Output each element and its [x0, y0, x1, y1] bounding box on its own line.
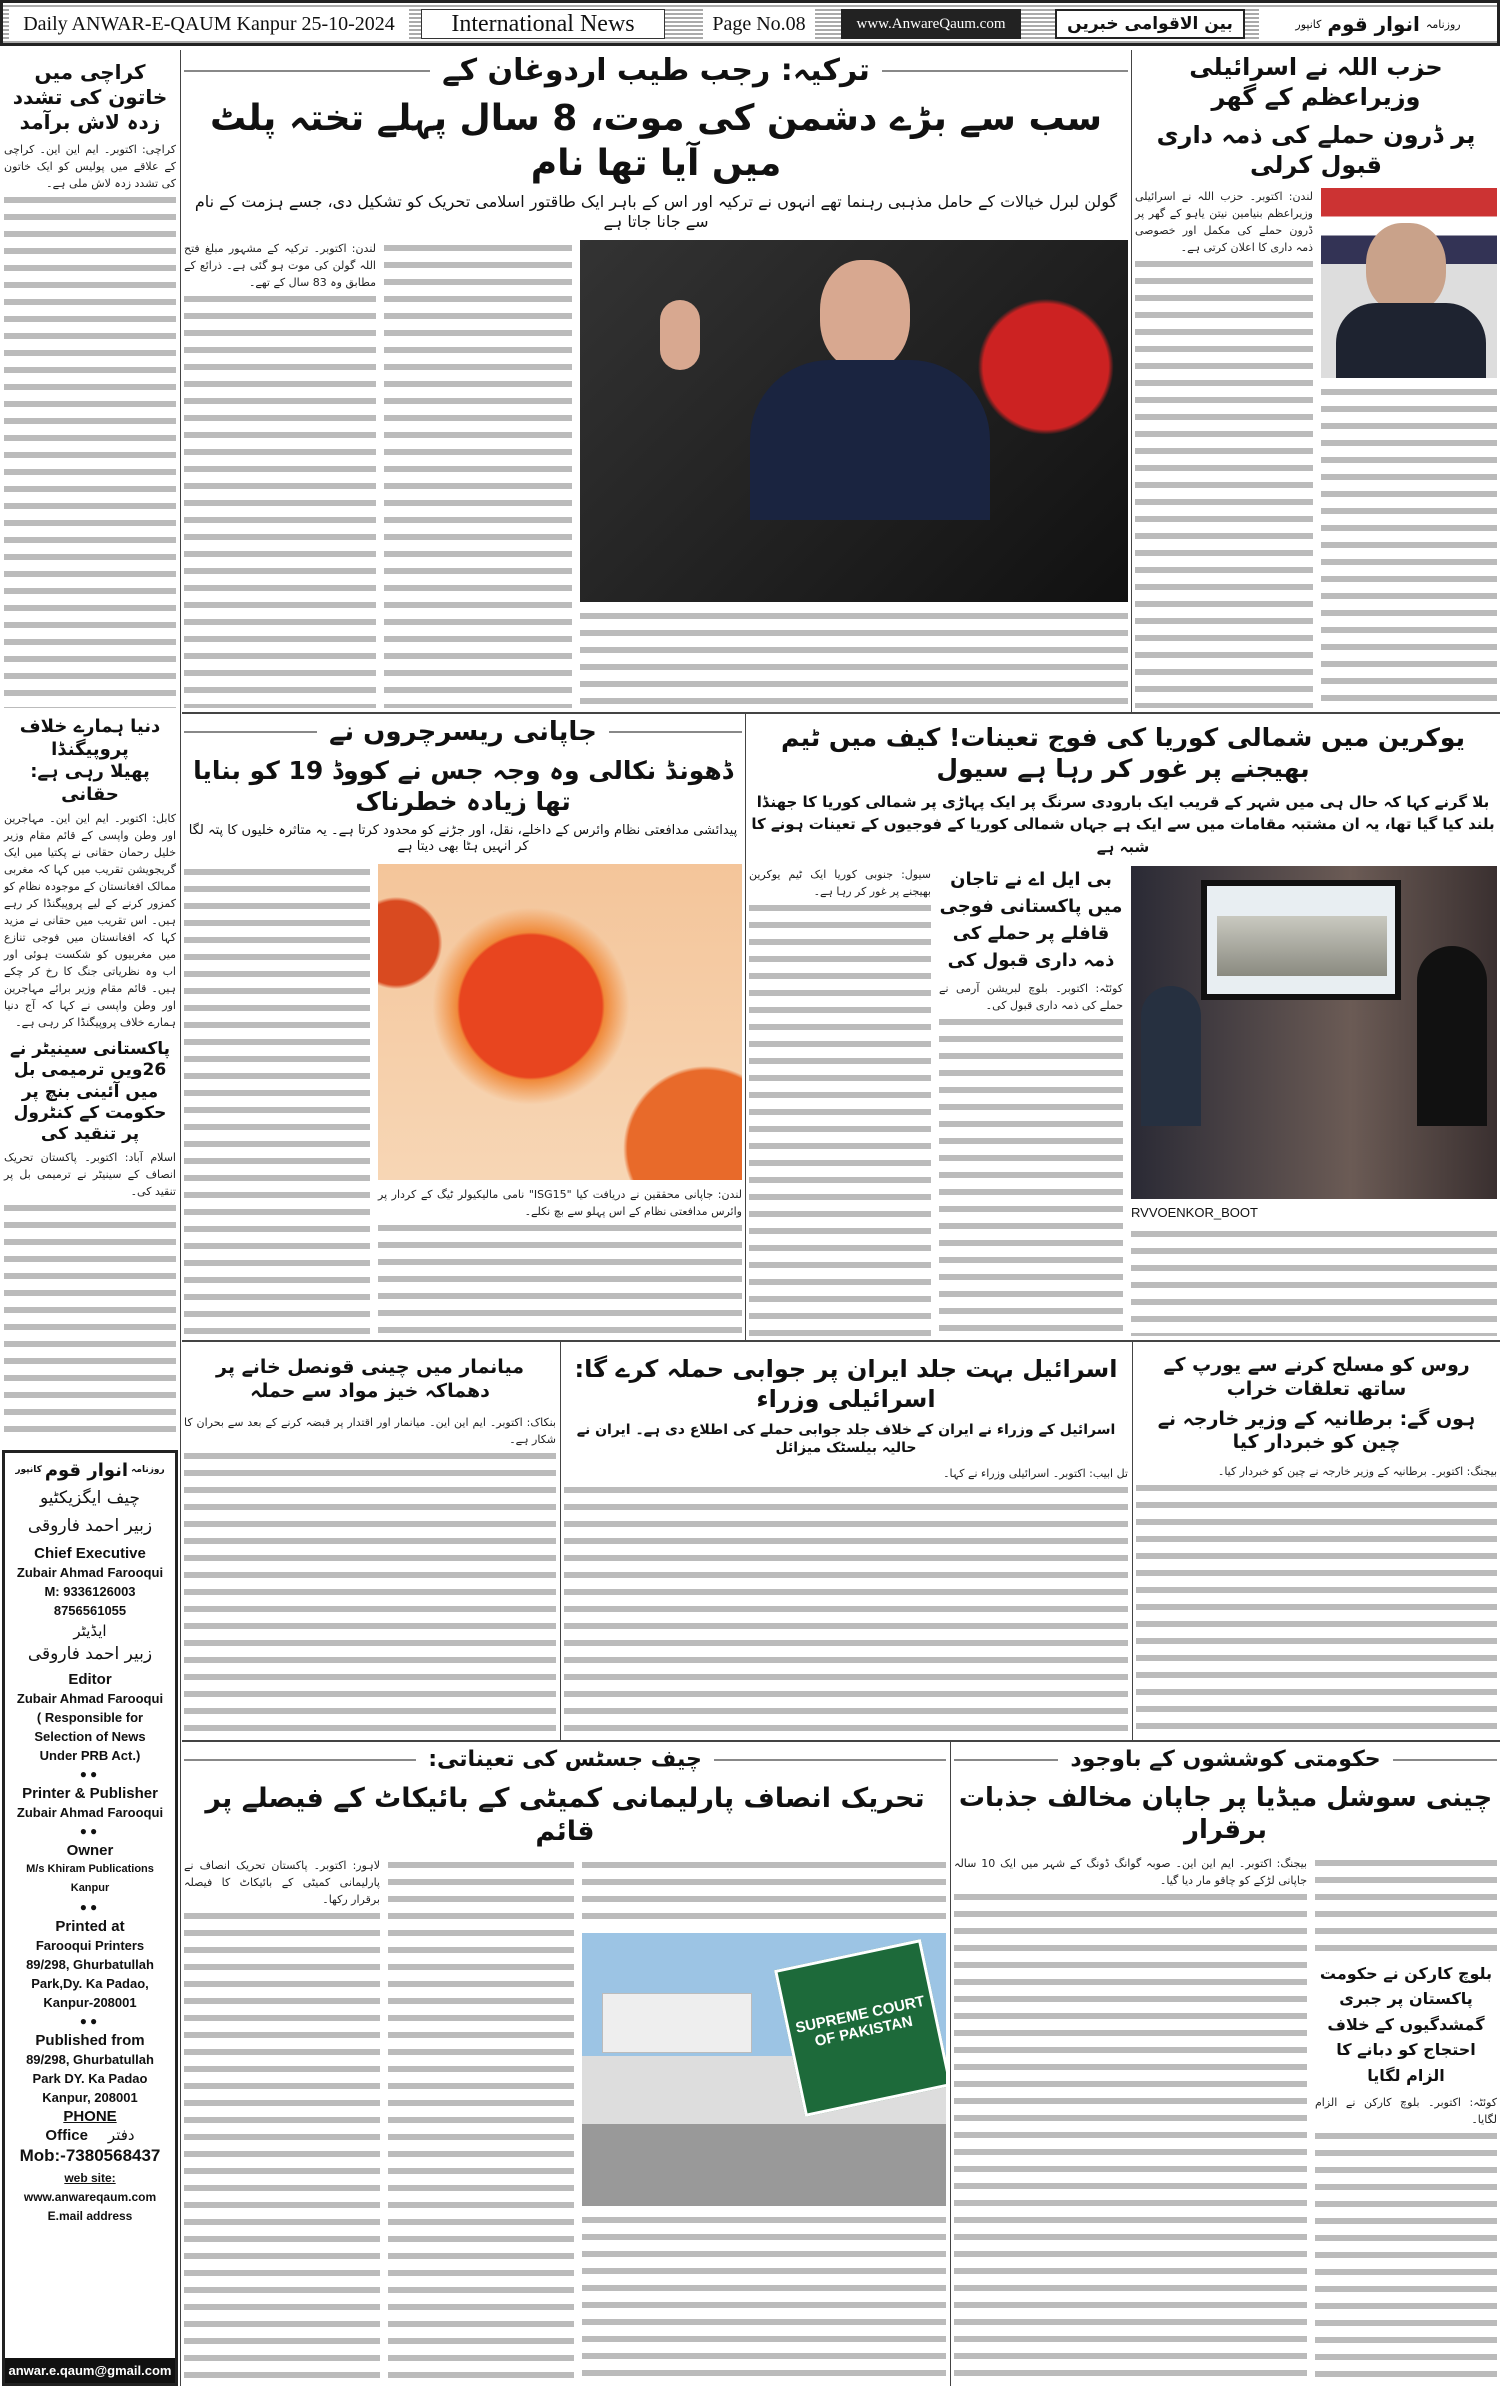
email-label: E.mail address	[47, 2209, 133, 2223]
section-divider	[182, 1340, 1500, 1342]
court-building	[602, 1993, 752, 2053]
section-title: International News	[421, 9, 665, 39]
face-shape	[820, 260, 910, 370]
photo-column	[1131, 866, 1497, 1336]
story-korea	[749, 716, 1497, 1336]
headline: چینی سوشل میڈیا پر جاپان مخالف جذبات برقرار	[958, 1782, 1493, 1845]
responsibility-note: ( Responsible for Selection of News Under PRB Act.)	[34, 1710, 146, 1763]
deck: اسرائیل کے وزراء نے ایران کے خلاف جلد جوابی حملے کی اطلاع دی ہے۔ ایران نے حالیہ بیلسٹک میزائل	[576, 1422, 1116, 1456]
netanyahu-photo	[1321, 188, 1497, 378]
article-body	[184, 1857, 380, 2382]
masthead	[1259, 9, 1497, 39]
story-israel	[564, 1346, 1128, 1736]
headline: تحریک انصاف پارلیمانی کمیٹی کے بائیکاٹ کے فیصلے پر قائم	[205, 1782, 925, 1848]
owner-label: Owner	[66, 1842, 114, 1859]
story-turkey	[184, 52, 1128, 708]
story-columns	[1135, 188, 1497, 708]
deck: بلا گرنے کہا کہ حال ہی میں شہر کے قریب ایک بارودی سرنگ پر ایک پہاڑی پر شمالی کوریا کا جھنڈا بلند کیا گیا تھا، یہ ان مشتبہ مقامات میں سے ایک ہے جہاں شمالی کوریا کے فوجیوں کے تعینات ہونے کا شبہ ہے	[751, 792, 1495, 856]
article-lead: سیول: جنوبی کوریا ایک ٹیم یوکرین بھیجنے پر غور کر رہا ہے۔	[749, 866, 931, 902]
person-shape	[1141, 986, 1201, 1126]
masthead-prefix: روزنامہ	[131, 1465, 165, 1475]
headline: پاکستانی سینیٹر نے 26ویں ترمیمی بل میں آئینی بنچ پر حکومت کے کنٹرول پر تنقید کی	[9, 1039, 171, 1144]
editor-name: Zubair Ahmad Farooqui	[16, 1691, 164, 1706]
article-lead: لندن: اکتوبر۔ حزب اللہ نے اسرائیلی وزیراعظم بنیامین نیتن یاہو کے گھر پر ڈرون حملے کی مکمل اور خصوصی ذمہ داری کا اعلان کرتی ہے۔	[1135, 188, 1313, 258]
imprint-box	[2, 1450, 178, 2386]
imprint-masthead	[5, 1461, 175, 1480]
photo-caption: RVVOENKOR_BOOT	[1131, 1205, 1258, 1220]
story-columns	[954, 1855, 1497, 2383]
name-urdu: زبیر احمد فاروقی	[27, 1644, 153, 1664]
article-body	[184, 1414, 556, 1737]
story-covid	[184, 716, 742, 1336]
story-haqqani	[4, 716, 176, 1438]
chief-executive-label: Chief Executive	[34, 1545, 146, 1562]
headline: پر ڈرون حملے کی ذمہ داری قبول کرلی	[1156, 121, 1476, 179]
article-lead: بیجنگ: اکتوبر۔ برطانیہ کے وزیر خارجہ نے چین کو خبردار کیا۔	[1136, 1463, 1497, 1482]
article-body	[580, 608, 1128, 708]
article-lead: کوئٹہ: اکتوبر۔ بلوچ لبریشن آرمی نے حملے کی ذمہ داری قبول کی۔	[939, 980, 1123, 1016]
office-label: Office	[45, 2127, 88, 2144]
printed-at-label: Printed at	[55, 1918, 125, 1935]
article-body	[954, 1855, 1307, 2383]
column-divider	[1132, 1342, 1133, 1740]
separator-dots: ●●	[79, 1824, 101, 1838]
publisher-address: 89/298, Ghurbatullah Park DY. Ka Padao Kanpur, 208001	[26, 2052, 154, 2105]
story-china	[954, 1746, 1497, 2382]
tv-image	[1217, 916, 1387, 976]
masthead-prefix: روزنامہ	[1425, 17, 1461, 31]
separator-dots: ●●	[79, 1900, 101, 1914]
story-karachi	[4, 60, 176, 708]
suit-shape	[1336, 303, 1486, 378]
page-number: Page No.08	[703, 9, 815, 39]
headline: بلوچ کارکن نے حکومت پاکستان پر جبری گمشدگیوں کے خلاف احتجاج کو دبانے کا الزام لگایا	[1319, 1963, 1493, 2085]
article-lead: لاہور: اکتوبر۔ پاکستان تحریک انصاف نے پارلیمانی کمیٹی کے بائیکاٹ کا فیصلہ برقرار رکھا۔	[184, 1857, 380, 1910]
article-lead: بیجنگ: اکتوبر۔ ایم این این۔ صوبہ گوانگ ڈونگ کے شہر میں ایک 10 سالہ جاپانی لڑکے کو چاقو مار دیا گیا۔	[954, 1855, 1307, 1891]
column-divider	[180, 50, 181, 2386]
kicker: جاپانی ریسرچروں نے	[329, 717, 597, 747]
article-lead: کراچی: اکتوبر۔ ایم این این۔ کراچی کے علاقے میں پولیس کو ایک خاتون کی تشدد زدہ لاش ملی ہے۔	[4, 141, 176, 194]
erdogan-photo	[580, 240, 1128, 603]
article-body	[1315, 2094, 1497, 2382]
coronavirus-image	[378, 864, 742, 1181]
headline: روس کو مسلح کرنے سے یورپ کے ساتھ تعلقات خراب	[1163, 1354, 1470, 1400]
article-body	[184, 240, 376, 709]
name-urdu: زبیر احمد فاروقی	[27, 1516, 153, 1536]
article-lead: لندن: اکتوبر۔ ترکیہ کے مشہور مبلغ فتح اللہ گولن کی موت ہو گئی ہے۔ ذرائع کے مطابق وہ 83 سال کے تھے۔	[184, 240, 376, 293]
photo-column	[582, 1857, 946, 2382]
story-columns	[184, 1857, 946, 2382]
article-body	[388, 1857, 574, 2382]
text-column	[749, 866, 931, 1336]
text-column	[388, 1857, 574, 2382]
article-body	[582, 1857, 946, 1927]
kicker: ترکیہ: رجب طیب اردوغان کے	[442, 53, 870, 88]
article-body	[1321, 384, 1497, 708]
story-baloch	[1315, 1855, 1497, 2383]
photo-column	[580, 240, 1128, 709]
mobile-number: 8756561055	[53, 1603, 127, 1618]
masthead-city: کانپور	[15, 1465, 42, 1475]
website-link[interactable]: www.AnwareQaum.com	[841, 9, 1021, 39]
masthead-title: انوار قوم	[1327, 12, 1420, 36]
article-body	[582, 2212, 946, 2382]
story-columns	[184, 864, 742, 1337]
owner-city: Kanpur	[70, 1882, 110, 1894]
story-columns	[184, 240, 1128, 709]
chief-executive-urdu: چیف ایگزیکٹیو	[39, 1488, 141, 1508]
masthead-city: کانپور	[1295, 17, 1322, 31]
text-column	[1321, 188, 1497, 708]
mobile-number: M: 9336126003	[44, 1584, 136, 1599]
section-divider	[182, 1740, 1500, 1742]
text-column	[184, 864, 370, 1337]
article-body	[378, 1186, 742, 1336]
phone-label: PHONE	[63, 2108, 117, 2125]
article-body	[4, 1149, 176, 1438]
text-column	[954, 1855, 1307, 2383]
separator-dots: ●●	[79, 2014, 101, 2028]
supreme-court-photo	[582, 1933, 946, 2206]
article-body	[749, 866, 931, 1336]
headline: حزب اللہ نے اسرائیلی وزیراعظم کے گھر	[1189, 53, 1443, 111]
section-title-urdu: بین الاقوامی خبریں	[1055, 9, 1245, 39]
text-column	[1135, 188, 1313, 708]
editor-urdu: ایڈیٹر	[73, 1622, 107, 1640]
website-link[interactable]: www.anwareqaum.com	[23, 2190, 157, 2204]
headline: بی ایل اے نے تاجان میں پاکستانی فوجی قافلے پر حملے کی ذمہ داری قبول کی	[939, 869, 1123, 971]
story-columns	[749, 866, 1497, 1336]
header-dateline: Daily ANWAR-E-QAUM Kanpur 25-10-2024	[9, 9, 409, 39]
office-row	[5, 2126, 175, 2145]
raised-hand-shape	[660, 300, 700, 370]
korea-tv-photo	[1131, 866, 1497, 1199]
headline: میانمار میں چینی قونصل خانے پر دھماکہ خیز مواد سے حملہ	[216, 1356, 524, 1402]
headline: اسرائیل بہت جلد ایران پر جوابی حملہ کرے گا: اسرائیلی وزراء	[574, 1355, 1118, 1413]
chief-executive-name: Zubair Ahmad Farooqui	[16, 1565, 164, 1580]
owner-name: M/s Khiram Publications	[26, 1863, 154, 1875]
column-divider	[950, 1742, 951, 2386]
photo-column	[378, 864, 742, 1337]
printer-publisher-name: Zubair Ahmad Farooqui	[16, 1805, 164, 1820]
tv-screen	[1201, 880, 1401, 1000]
story-hezbollah	[1135, 52, 1497, 708]
article-lead: بنکاک: اکتوبر۔ ایم این این۔ میانمار اور اقتدار پر قبضہ کرنے کے بعد سے بحران کا شکار ہے۔	[184, 1414, 556, 1450]
headline: دنیا ہمارے خلاف پروپیگنڈا	[19, 716, 161, 760]
headline: پھیلا رہی ہے: حقانی	[30, 761, 150, 805]
article-lead: اسلام آباد: اکتوبر۔ پاکستان تحریک انصاف کے سینیٹر نے ترمیمی بل پر تنقید کی۔	[4, 1149, 176, 1202]
headline: کراچی میں خاتون کی تشدد زدہ لاش برآمد	[12, 60, 168, 134]
article-body	[1315, 1855, 1497, 1955]
email-link[interactable]: anwar.e.qaum@gmail.com	[5, 2358, 175, 2383]
face-shape	[1366, 223, 1446, 313]
article-body	[939, 980, 1123, 1336]
office-label-urdu: دفتر	[107, 2126, 135, 2144]
article-lead: لندن: جاپانی محققین نے دریافت کیا "ISG15" نامی مالیکیولر ٹیگ کے کردار پر وائرس مدافعتی نظام کے اس پہلو سے بچ نکلے۔	[378, 1186, 742, 1222]
kicker: حکومتی کوششوں کے باوجود	[1070, 1747, 1381, 1772]
masthead-title: انوار قوم	[44, 1460, 129, 1481]
office-mobile: Mob:-7380568437	[19, 2146, 161, 2165]
headline: ڈھونڈ نکالی وہ وجہ جس نے کووڈ 19 کو بنایا تھا زیادہ خطرناک	[193, 755, 733, 816]
text-column	[384, 240, 572, 709]
story-russia	[1136, 1346, 1497, 1736]
website-label: web site:	[64, 2171, 116, 2185]
article-body	[184, 864, 370, 1337]
deck: گولن لبرل خیالات کے حامل مذہبی رہنما تھے انہوں نے ترکیہ اور اس کے باہر ایک طاقتور اسلامی تحریک کو تشکیل دی، جسے ہزمت کے نام سے جانا جاتا ہے	[194, 191, 1118, 231]
headline: یوکرین میں شمالی کوریا کی فوج تعینات! کیف میں ٹیم بھیجنے پر غور کر رہا ہے سیول	[781, 723, 1465, 784]
column-divider	[560, 1342, 561, 1740]
separator-dots: ●●	[79, 1767, 101, 1781]
story-pti	[184, 1746, 946, 2382]
text-column	[184, 240, 376, 709]
text-column	[184, 1857, 380, 2382]
headline: ہوں گے: برطانیہ کے وزیر خارجہ نے چین کو خبردار کیا	[1157, 1407, 1476, 1454]
kicker: چیف جسٹس کی تعیناتی:	[428, 1747, 702, 1772]
editor-label: Editor	[68, 1671, 112, 1688]
article-lead: تل ابیب: اکتوبر۔ اسرائیلی وزراء نے کہا۔	[564, 1465, 1128, 1484]
section-divider	[182, 712, 1500, 714]
printer-publisher-label: Printer & Publisher	[22, 1785, 158, 1802]
printer-address: Farooqui Printers 89/298, Ghurbatullah Park,Dy. Ka Padao, Kanpur-208001	[26, 1938, 154, 2010]
page-header	[0, 0, 1500, 46]
story-bla	[939, 866, 1123, 1336]
article-body	[384, 240, 572, 709]
headline: سب سے بڑے دشمن کی موت، 8 سال پہلے تختہ پلٹ میں آیا تھا نام	[209, 97, 1103, 184]
published-from-label: Published from	[35, 2032, 145, 2049]
column-divider	[1131, 50, 1132, 712]
article-lead: کوئٹہ: اکتوبر۔ بلوچ کارکن نے الزام لگایا۔	[1315, 2094, 1497, 2130]
article-body	[1135, 188, 1313, 708]
court-sign: SUPREME COURT OF PAKISTAN	[774, 1939, 946, 2117]
deck: پیدائشی مدافعتی نظام وائرس کے داخلے، نقل، اور جڑنے کو محدود کرتا ہے۔ یہ متاثرہ خلیوں کا پتہ لگا کر انہیں ہٹا بھی دیتا ہے	[188, 823, 738, 855]
article-lead: کابل: اکتوبر۔ ایم این این۔ مہاجرین اور وطن واپسی کے قائم مقام وزیر خلیل رحمان حقانی نے پکتیا میں ایک گریجویشن تقریب میں کہا کہ مغربی ممالک افغانستان کے موجودہ نظام کو کمزور کرنے کے لیے پروپیگنڈا کر رہے ہیں۔ اس تقریب میں حقانی نے مزید کہا کہ افغانستان میں فوجی تنازع میں مغربیوں کو شکست ہوئی اور اب وہ نظریاتی جنگ کا رخ کر چکے ہیں۔ قائم مقام وزیر برائے مہاجرین اور وطن واپسی نے کہا کہ آج دنیا ہمارے خلاف پروپیگنڈا کر رہی ہے۔	[4, 810, 176, 1033]
article-body	[1131, 1226, 1497, 1336]
article-body	[564, 1465, 1128, 1736]
article-body	[4, 141, 176, 708]
column-divider	[745, 714, 746, 1340]
person-shape	[1417, 946, 1487, 1126]
suit-shape	[750, 360, 990, 520]
story-myanmar	[184, 1346, 556, 1736]
article-body	[1136, 1463, 1497, 1736]
article-body	[4, 810, 176, 1033]
